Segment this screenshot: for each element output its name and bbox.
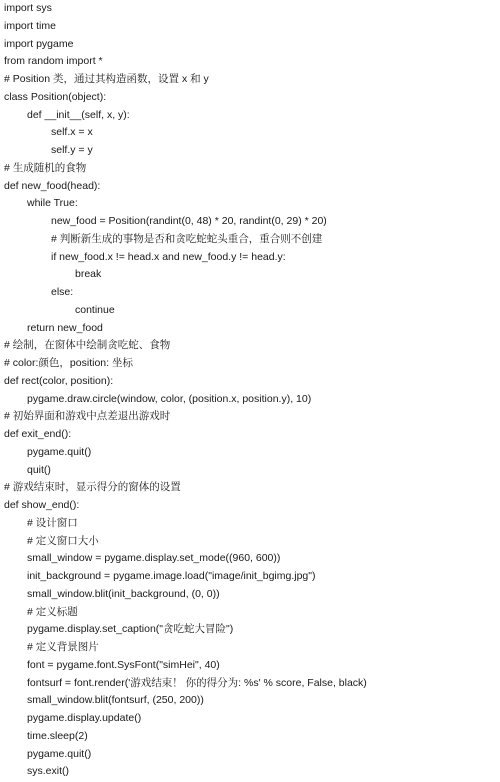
code-line: import sys xyxy=(4,2,52,14)
code-line: font = pygame.font.SysFont("simHei", 40) xyxy=(27,658,220,671)
code-line: def new_food(head): xyxy=(4,179,101,192)
code-line: init_background = pygame.image.load("image/init_bgimg.jpg") xyxy=(27,570,316,582)
code-line: from random import * xyxy=(4,55,103,68)
code-line: continue xyxy=(75,303,115,316)
code-line: pygame.display.update() xyxy=(27,712,142,724)
code-line: else: xyxy=(51,286,74,298)
code-line: time.sleep(2) xyxy=(27,729,88,742)
code-line: # 定义窗口大小 xyxy=(27,534,99,547)
code-line: # Position 类，通过其构造函数，设置 x 和 y xyxy=(4,73,209,85)
code-line: def exit_end(): xyxy=(4,428,72,440)
code-line: import pygame xyxy=(4,37,74,50)
code-line: # 游戏结束时，显示得分的窗体的设置 xyxy=(4,481,181,494)
code-line: pygame.display.set_caption("贪吃蛇大冒险") xyxy=(27,623,234,636)
code-line: # 定义标题 xyxy=(27,605,78,618)
code-line: break xyxy=(75,268,102,281)
code-line: class Position(object): xyxy=(4,90,107,103)
code-line: if new_food.x != head.x and new_food.y != head.y: xyxy=(51,250,286,263)
code-line: pygame.quit() xyxy=(27,445,92,458)
code-line: return new_food xyxy=(27,321,103,334)
code-line: # 定义背景图片 xyxy=(27,641,99,653)
code-line: small_window.blit(init_background, (0, 0)) xyxy=(27,587,220,600)
code-line: def __init__(self, x, y): xyxy=(27,108,130,121)
code-line: # 绘制，在窗体中绘制贪吃蛇、食物 xyxy=(4,339,171,352)
code-line: self.x = x xyxy=(51,126,93,139)
code-line: pygame.quit() xyxy=(27,747,92,760)
code-line: self.y = y xyxy=(51,144,93,156)
code-line: fontsurf = font.render('游戏结束！ 你的得分为: %s' % score, False, black) xyxy=(27,676,367,689)
code-line: # 生成随机的食物 xyxy=(4,161,87,174)
code-line: # 初始界面和游戏中点差退出游戏时 xyxy=(4,410,171,423)
code-line: while True: xyxy=(27,197,78,210)
code-line: quit() xyxy=(27,463,51,476)
code-line: pygame.draw.circle(window, color, (position.x, position.y), 10) xyxy=(27,392,312,405)
code-line: new_food = Position(randint(0, 48) * 20, randint(0, 29) * 20) xyxy=(51,215,327,227)
code-line: def rect(color, position): xyxy=(4,374,114,387)
code-line: # 判断新生成的事物是否和贪吃蛇蛇头重合，重合则不创建 xyxy=(51,232,323,245)
code-line: sys.exit() xyxy=(27,765,69,778)
code-line: small_window.blit(fontsurf, (250, 200)) xyxy=(27,694,204,707)
code-line: # color:颜色，position: 坐标 xyxy=(4,357,133,369)
code-line: def show_end(): xyxy=(4,499,80,511)
code-line: # 设计窗口 xyxy=(27,516,78,529)
code-line: import time xyxy=(4,19,56,32)
code-line: small_window = pygame.display.set_mode((960, 600)) xyxy=(27,552,281,565)
